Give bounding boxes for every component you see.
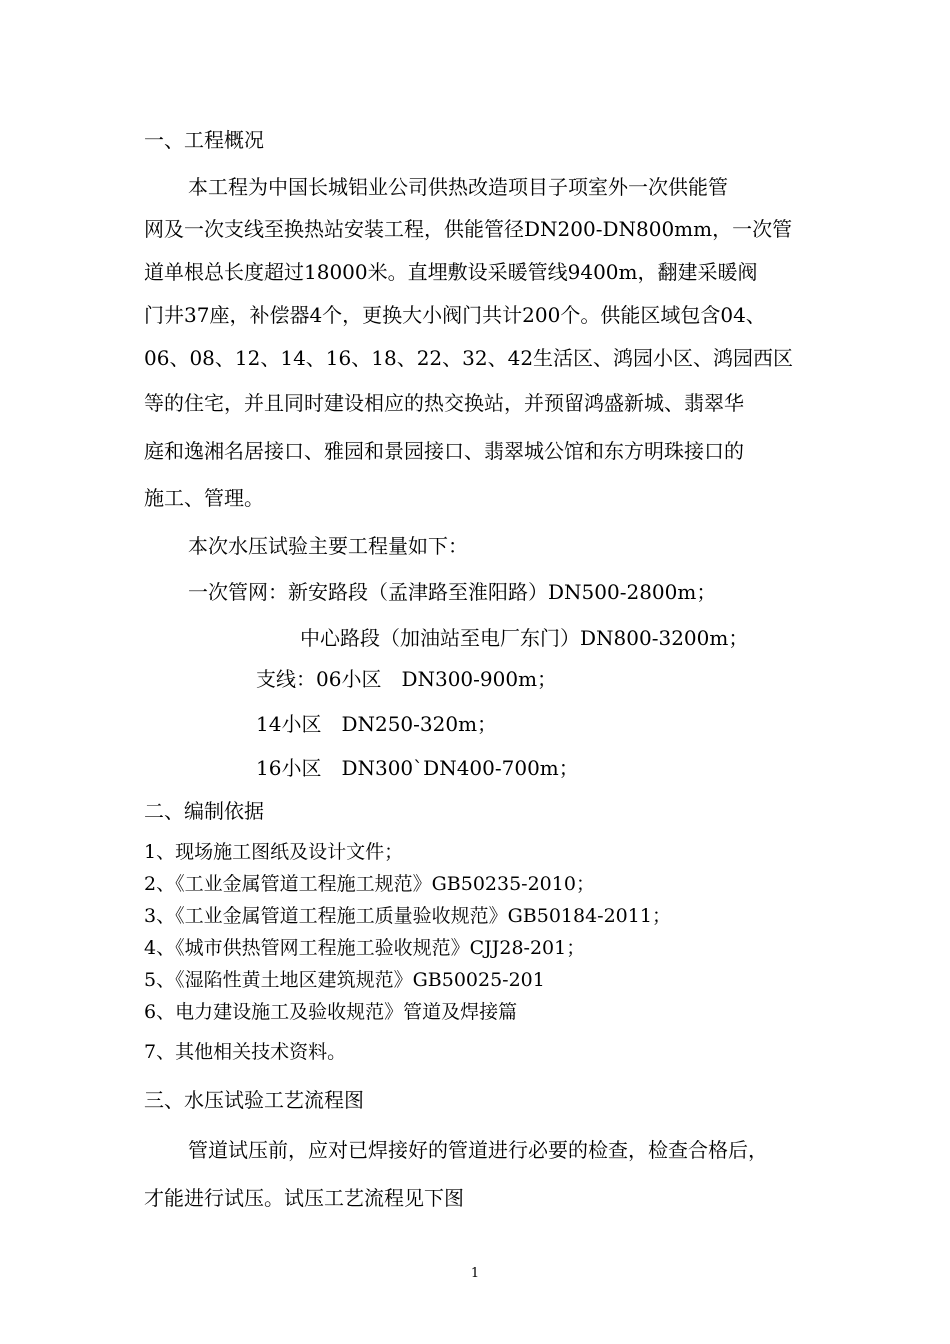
section-heading-overview: 一、工程概况 [144, 128, 264, 152]
paragraph-line: 06、08、12、14、16、18、22、32、42生活区、鸿园小区、鸿园西区 [144, 346, 794, 370]
paragraph-line: 本工程为中国长城铝业公司供热改造项目子项室外一次供能管 [188, 175, 728, 199]
quantities-intro: 本次水压试验主要工程量如下： [188, 534, 468, 558]
page-number: 1 [470, 1266, 480, 1281]
basis-item: 3、《工业金属管道工程施工质量验收规范》GB50184-2011； [144, 905, 671, 927]
quantity-item: 16小区 DN300`DN400-700m； [256, 756, 579, 780]
basis-item: 1、现场施工图纸及设计文件； [144, 841, 404, 863]
paragraph-line: 庭和逸湘名居接口、雅园和景园接口、翡翠城公馆和东方明珠接口的 [144, 439, 744, 463]
paragraph-line: 施工、管理。 [144, 486, 264, 510]
paragraph-line: 道单根总长度超过18000米。直埋敷设采暖管线9400m，翻建采暖阀 [144, 260, 758, 284]
basis-item: 7、其他相关技术资料。 [144, 1041, 347, 1063]
paragraph-line: 网及一次支线至换热站安装工程，供能管径DN200-DN800mm，一次管 [144, 217, 793, 241]
quantity-item: 14小区 DN250-320m； [256, 712, 498, 736]
basis-item: 6、电力建设施工及验收规范》管道及焊接篇 [144, 1001, 518, 1023]
section-heading-basis: 二、编制依据 [144, 799, 264, 823]
paragraph-line: 管道试压前，应对已焊接好的管道进行必要的检查，检查合格后， [188, 1138, 768, 1162]
basis-item: 4、《城市供热管网工程施工验收规范》CJJ28-201； [144, 937, 586, 959]
paragraph-line: 才能进行试压。试压工艺流程见下图 [144, 1186, 464, 1210]
paragraph-line: 等的住宅，并且同时建设相应的热交换站，并预留鸿盛新城、翡翠华 [144, 391, 744, 415]
quantity-item: 中心路段（加油站至电厂东门）DN800-3200m； [300, 626, 749, 650]
paragraph-line: 门井37座，补偿器4个，更换大小阀门共计200个。供能区域包含04、 [144, 303, 766, 327]
section-heading-flowchart: 三、水压试验工艺流程图 [144, 1088, 364, 1112]
quantity-item: 支线：06小区 DN300-900m； [256, 667, 558, 691]
basis-item: 5、《湿陷性黄土地区建筑规范》GB50025-201 [144, 969, 545, 991]
quantity-item: 一次管网：新安路段（孟津路至淮阳路）DN500-2800m； [188, 580, 717, 604]
basis-item: 2、《工业金属管道工程施工规范》GB50235-2010； [144, 873, 595, 895]
